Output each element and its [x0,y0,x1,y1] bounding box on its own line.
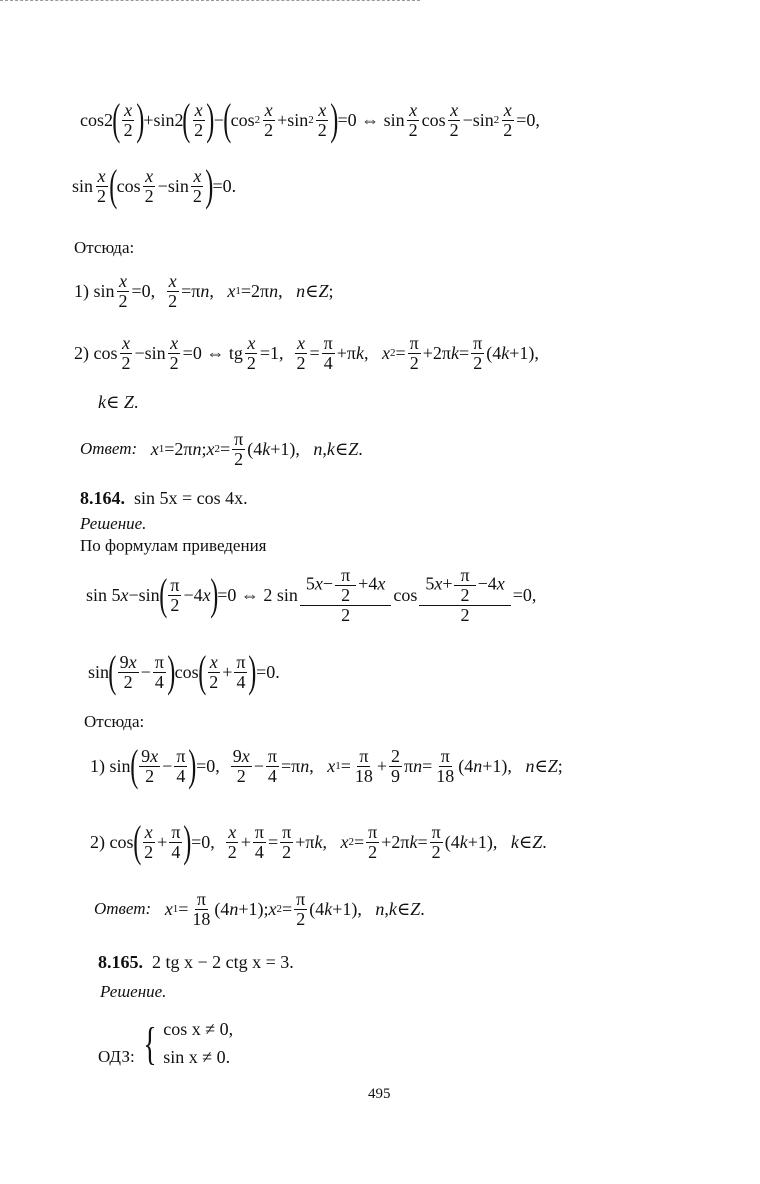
odz-block [98,1016,233,1072]
k-in-z-line: k∈ Z. [98,392,139,412]
equation-line-2: sin $\frac{x}{2}$ ( cos $\frac{x}{2}$ −sin $\frac{x}{2}$ ) =0. [72,161,237,210]
odz-condition-2: sin x ≠ 0. [163,1046,231,1067]
odz-condition-1: cos x ≠ 0, [163,1019,234,1039]
problem-165-equation: 2 tg x − 2 ctg x = 3. [152,952,294,972]
otsyuda-label-1: Отсюда: [74,238,135,257]
answer-label: Ответ: [80,439,138,459]
case-2-line: 2) cos $\frac{x}{2}$ −sin $\frac{x}{2}$ =0 ⇔ tg $\frac{x}{2}$ =1, $\frac{x}{2}$ = $\frac{\pi}{4}$ +π k , x 2 = $\frac{\pi}{2}$ +2π k = $\frac{\pi}{2}$ (4 k +1), [74,333,539,373]
equation-line-1: cos2 ( $\frac{x}{2}$ ) +sin2 ( $\frac{x}{2}$ ) − ( cos 2 $\frac{x}{2}$ +sin 2 $\frac{x}{2}$ ) =0 ⇔ sin $\frac{x}{2}$ cos $\frac{x}{2}$ −sin 2 $\frac{x}{2}$ =0, [80,95,540,144]
system-brace: { [143,1017,157,1069]
case-164-1-line: 1) sin ( $\frac{9x}{2}$ − $\frac{\pi}{4}$ ) =0, $\frac{9x}{2}$ − $\frac{\pi}{4}$ =π n , x 1 = $\frac{\pi}{18}$ + $\frac{2}{9}$ π n = $\frac{\pi}{18}$ (4 n +1), n ∈ Z ; [90,741,563,790]
problem-164-number: 8.164. [80,488,125,508]
po-formulam-text: По формулам приведения [80,536,267,555]
problem-165-number: 8.165. [98,952,143,972]
page-number: 495 [368,1086,391,1102]
reshenie-label-1: Решение. [80,514,147,533]
otsyuda-label-2: Отсюда: [84,712,145,731]
reshenie-label-2: Решение. [100,982,167,1001]
equation-164-line-2: sin ( $\frac{9x}{2}$ − $\frac{\pi}{4}$ ) cos ( $\frac{x}{2}$ + $\frac{\pi}{4}$ ) =0. [88,647,280,696]
odz-label: ОДЗ: [98,1046,135,1066]
case-1-line: 1) sin $\frac{x}{2}$ =0, $\frac{x}{2}$ =π n , x 1 =2π n , n ∈ Z ; [74,271,334,311]
equation-164-line-1: sin 5 x −sin ( $\frac{\pi}{2}$ −4 x ) =0 ⇔ 2 sin 5x− $\frac{\pi}{2}$ +4x 2 cos 5x+ $\frac{\pi}{2}$ −4x 2 =0, [86,565,537,625]
problem-164-equation: sin 5x = cos 4x. [134,488,248,508]
answer-label-2: Ответ: [94,899,152,919]
scan-edge-artifact [0,0,420,1]
problem-164-header [80,488,248,509]
problem-165-header [98,952,294,973]
answer-line-1: Ответ: x 1 =2π n ; x 2 = $\frac{\pi}{2}$ (4 k +1), n , k ∈ Z . [80,429,363,469]
answer-line-2: Ответ: x 1 = $\frac{\pi}{18}$ (4 n +1); x 2 = $\frac{\pi}{2}$ (4 k +1), n , k ∈ Z . [94,889,425,929]
case-164-2-line: 2) cos ( $\frac{x}{2}$ + $\frac{\pi}{4}$ ) =0, $\frac{x}{2}$ + $\frac{\pi}{4}$ = $\frac{\pi}{2}$ +π k , x 2 = $\frac{\pi}{2}$ +2π k = $\frac{\pi}{2}$ (4 k +1), k ∈ Z . [90,817,547,866]
